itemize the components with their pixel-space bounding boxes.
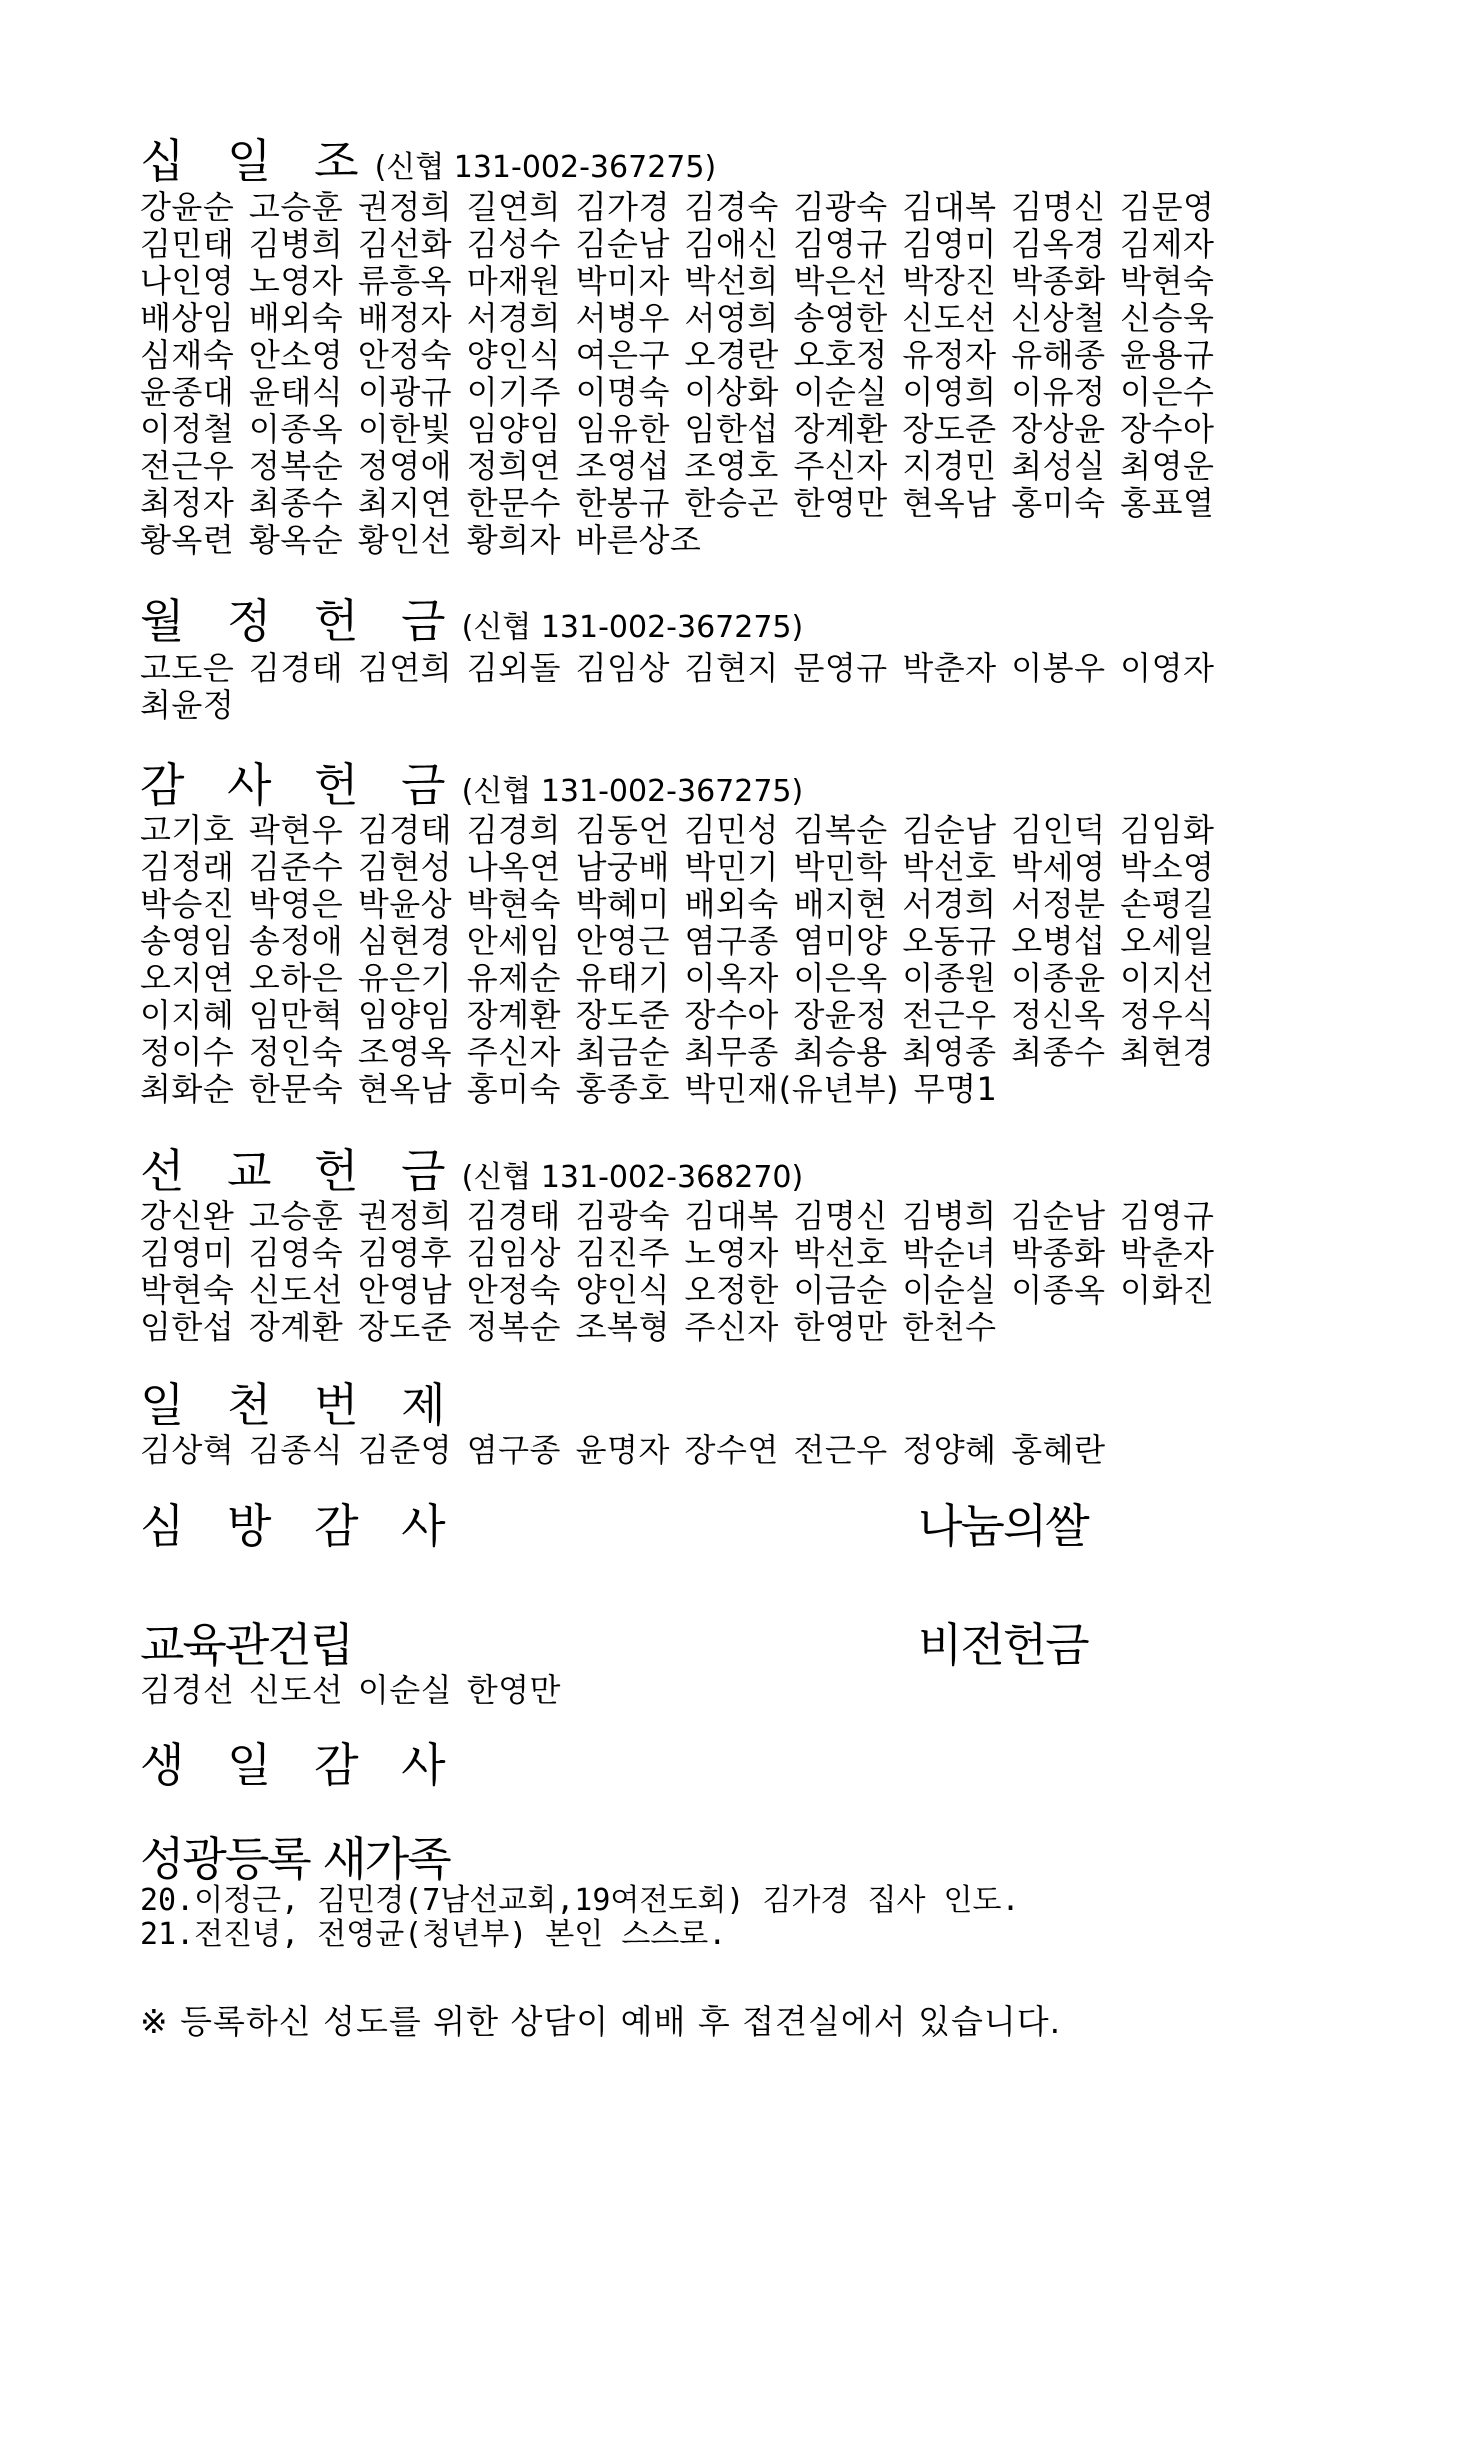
name-row: 김정래 김준수 김현성 나옥연 남궁배 박민기 박민학 박선호 박세영 박소영	[140, 848, 1215, 886]
new-family-heading	[140, 1832, 450, 1886]
monthly-offering-name-list	[140, 650, 1330, 724]
mission-offering-title: 선 교 헌 금	[140, 1144, 460, 1198]
visit-thanks-heading	[140, 1499, 460, 1553]
birthday-thanks-title: 생 일 감 사	[140, 1738, 460, 1792]
education-building-title: 교육관건립	[140, 1618, 353, 1672]
monthly-offering-account: (신협 131-002-367275)	[461, 610, 804, 645]
education-building-heading	[140, 1618, 353, 1672]
mission-offering-account: (신협 131-002-368270)	[461, 1160, 804, 1195]
visit-thanks-title: 심 방 감 사	[140, 1499, 460, 1553]
new-family-title: 성광등록 새가족	[140, 1832, 450, 1886]
name-row: 임한섭 장계환 장도준 정복순 조복형 주신자 한영만 한천수	[140, 1308, 997, 1346]
name-row: 이정철 이종옥 이한빛 임양임 임유한 임한섭 장계환 장도준 장상윤 장수아	[140, 410, 1215, 448]
monthly-offering-heading	[140, 594, 804, 648]
name-row: 박승진 박영은 박윤상 박현숙 박혜미 배외숙 배지현 서경희 서정분 손평길	[140, 885, 1215, 923]
name-row: 송영임 송정애 심현경 안세임 안영근 염구종 염미양 오동규 오병섭 오세일	[140, 922, 1215, 960]
monthly-offering-title: 월 정 헌 금	[140, 594, 460, 648]
name-row: 고도은 김경태 김연희 김외돌 김임상 김현지 문영규 박춘자 이봉우 이영자	[140, 649, 1215, 687]
tithe-account: (신협 131-002-367275)	[374, 150, 717, 185]
name-row: 황옥련 황옥순 황인선 황희자 바른상조	[140, 521, 702, 559]
name-row: 이지혜 임만혁 임양임 장계환 장도준 장수아 장윤정 전근우 정신옥 정우식	[140, 996, 1215, 1034]
name-row: 김영미 김영숙 김영후 김임상 김진주 노영자 박선호 박순녀 박종화 박춘자	[140, 1234, 1215, 1272]
name-row: 윤종대 윤태식 이광규 이기주 이명숙 이상화 이순실 이영희 이유정 이은수	[140, 373, 1215, 411]
name-row: 최정자 최종수 최지연 한문수 한봉규 한승곤 한영만 현옥남 홍미숙 홍표열	[140, 484, 1215, 522]
mission-offering-name-list	[140, 1198, 1330, 1346]
sharing-rice-title: 나눔의쌀	[918, 1499, 1088, 1553]
name-row: 정이수 정인숙 조영옥 주신자 최금순 최무종 최승용 최영종 최종수 최현경	[140, 1033, 1215, 1071]
thanks-offering-title: 감 사 헌 금	[140, 758, 460, 812]
new-family-list	[140, 1884, 1020, 1952]
thousand-offering-title: 일 천 번 제	[140, 1378, 460, 1432]
birthday-thanks-heading	[140, 1738, 460, 1792]
name-row: 김상혁 김종식 김준영 염구종 윤명자 장수연 전근우 정양혜 홍혜란	[140, 1431, 1106, 1469]
mission-offering-heading	[140, 1144, 804, 1198]
name-row: 김민태 김병희 김선화 김성수 김순남 김애신 김영규 김영미 김옥경 김제자	[140, 225, 1215, 263]
thanks-offering-heading	[140, 758, 804, 812]
sharing-rice-heading	[918, 1499, 1088, 1553]
name-row: 심재숙 안소영 안정숙 양인식 여은구 오경란 오호정 유정자 유해종 윤용규	[140, 336, 1215, 374]
name-row: 고기호 곽현우 김경태 김경희 김동언 김민성 김복순 김순남 김인덕 김임화	[140, 811, 1215, 849]
tithe-heading	[140, 134, 717, 188]
tithe-name-list	[140, 189, 1330, 559]
thanks-offering-name-list	[140, 812, 1330, 1108]
counseling-notice: ※ 등록하신 성도를 위한 상담이 예배 후 접견실에서 있습니다.	[140, 2002, 1062, 2041]
new-family-entry: 20.이정근, 김민경(7남선교회,19여전도회) 김가경 집사 인도.	[140, 1883, 1020, 1918]
name-row: 오지연 오하은 유은기 유제순 유태기 이옥자 이은옥 이종원 이종윤 이지선	[140, 959, 1215, 997]
new-family-entry: 21.전진녕, 전영균(청년부) 본인 스스로.	[140, 1917, 727, 1952]
name-row: 배상임 배외숙 배정자 서경희 서병우 서영희 송영한 신도선 신상철 신승욱	[140, 299, 1215, 337]
thanks-offering-account: (신협 131-002-367275)	[461, 774, 804, 809]
name-row: 최윤정	[140, 686, 235, 724]
education-building-name-list	[140, 1672, 1330, 1709]
thousand-offering-name-list	[140, 1432, 1330, 1469]
thousand-offering-heading	[140, 1378, 460, 1432]
name-row: 김경선 신도선 이순실 한영만	[140, 1671, 561, 1709]
name-row: 강윤순 고승훈 권정희 길연희 김가경 김경숙 김광숙 김대복 김명신 김문영	[140, 188, 1215, 226]
name-row: 박현숙 신도선 안영남 안정숙 양인식 오정한 이금순 이순실 이종옥 이화진	[140, 1271, 1215, 1309]
name-row: 전근우 정복순 정영애 정희연 조영섭 조영호 주신자 지경민 최성실 최영운	[140, 447, 1215, 485]
tithe-title: 십 일 조	[140, 134, 373, 188]
vision-offering-heading	[918, 1618, 1088, 1672]
name-row: 나인영 노영자 류흥옥 마재원 박미자 박선희 박은선 박장진 박종화 박현숙	[140, 262, 1215, 300]
name-row: 최화순 한문숙 현옥남 홍미숙 홍종호 박민재(유년부) 무명1	[140, 1070, 998, 1108]
vision-offering-title: 비전헌금	[918, 1618, 1088, 1672]
name-row: 강신완 고승훈 권정희 김경태 김광숙 김대복 김명신 김병희 김순남 김영규	[140, 1197, 1215, 1235]
